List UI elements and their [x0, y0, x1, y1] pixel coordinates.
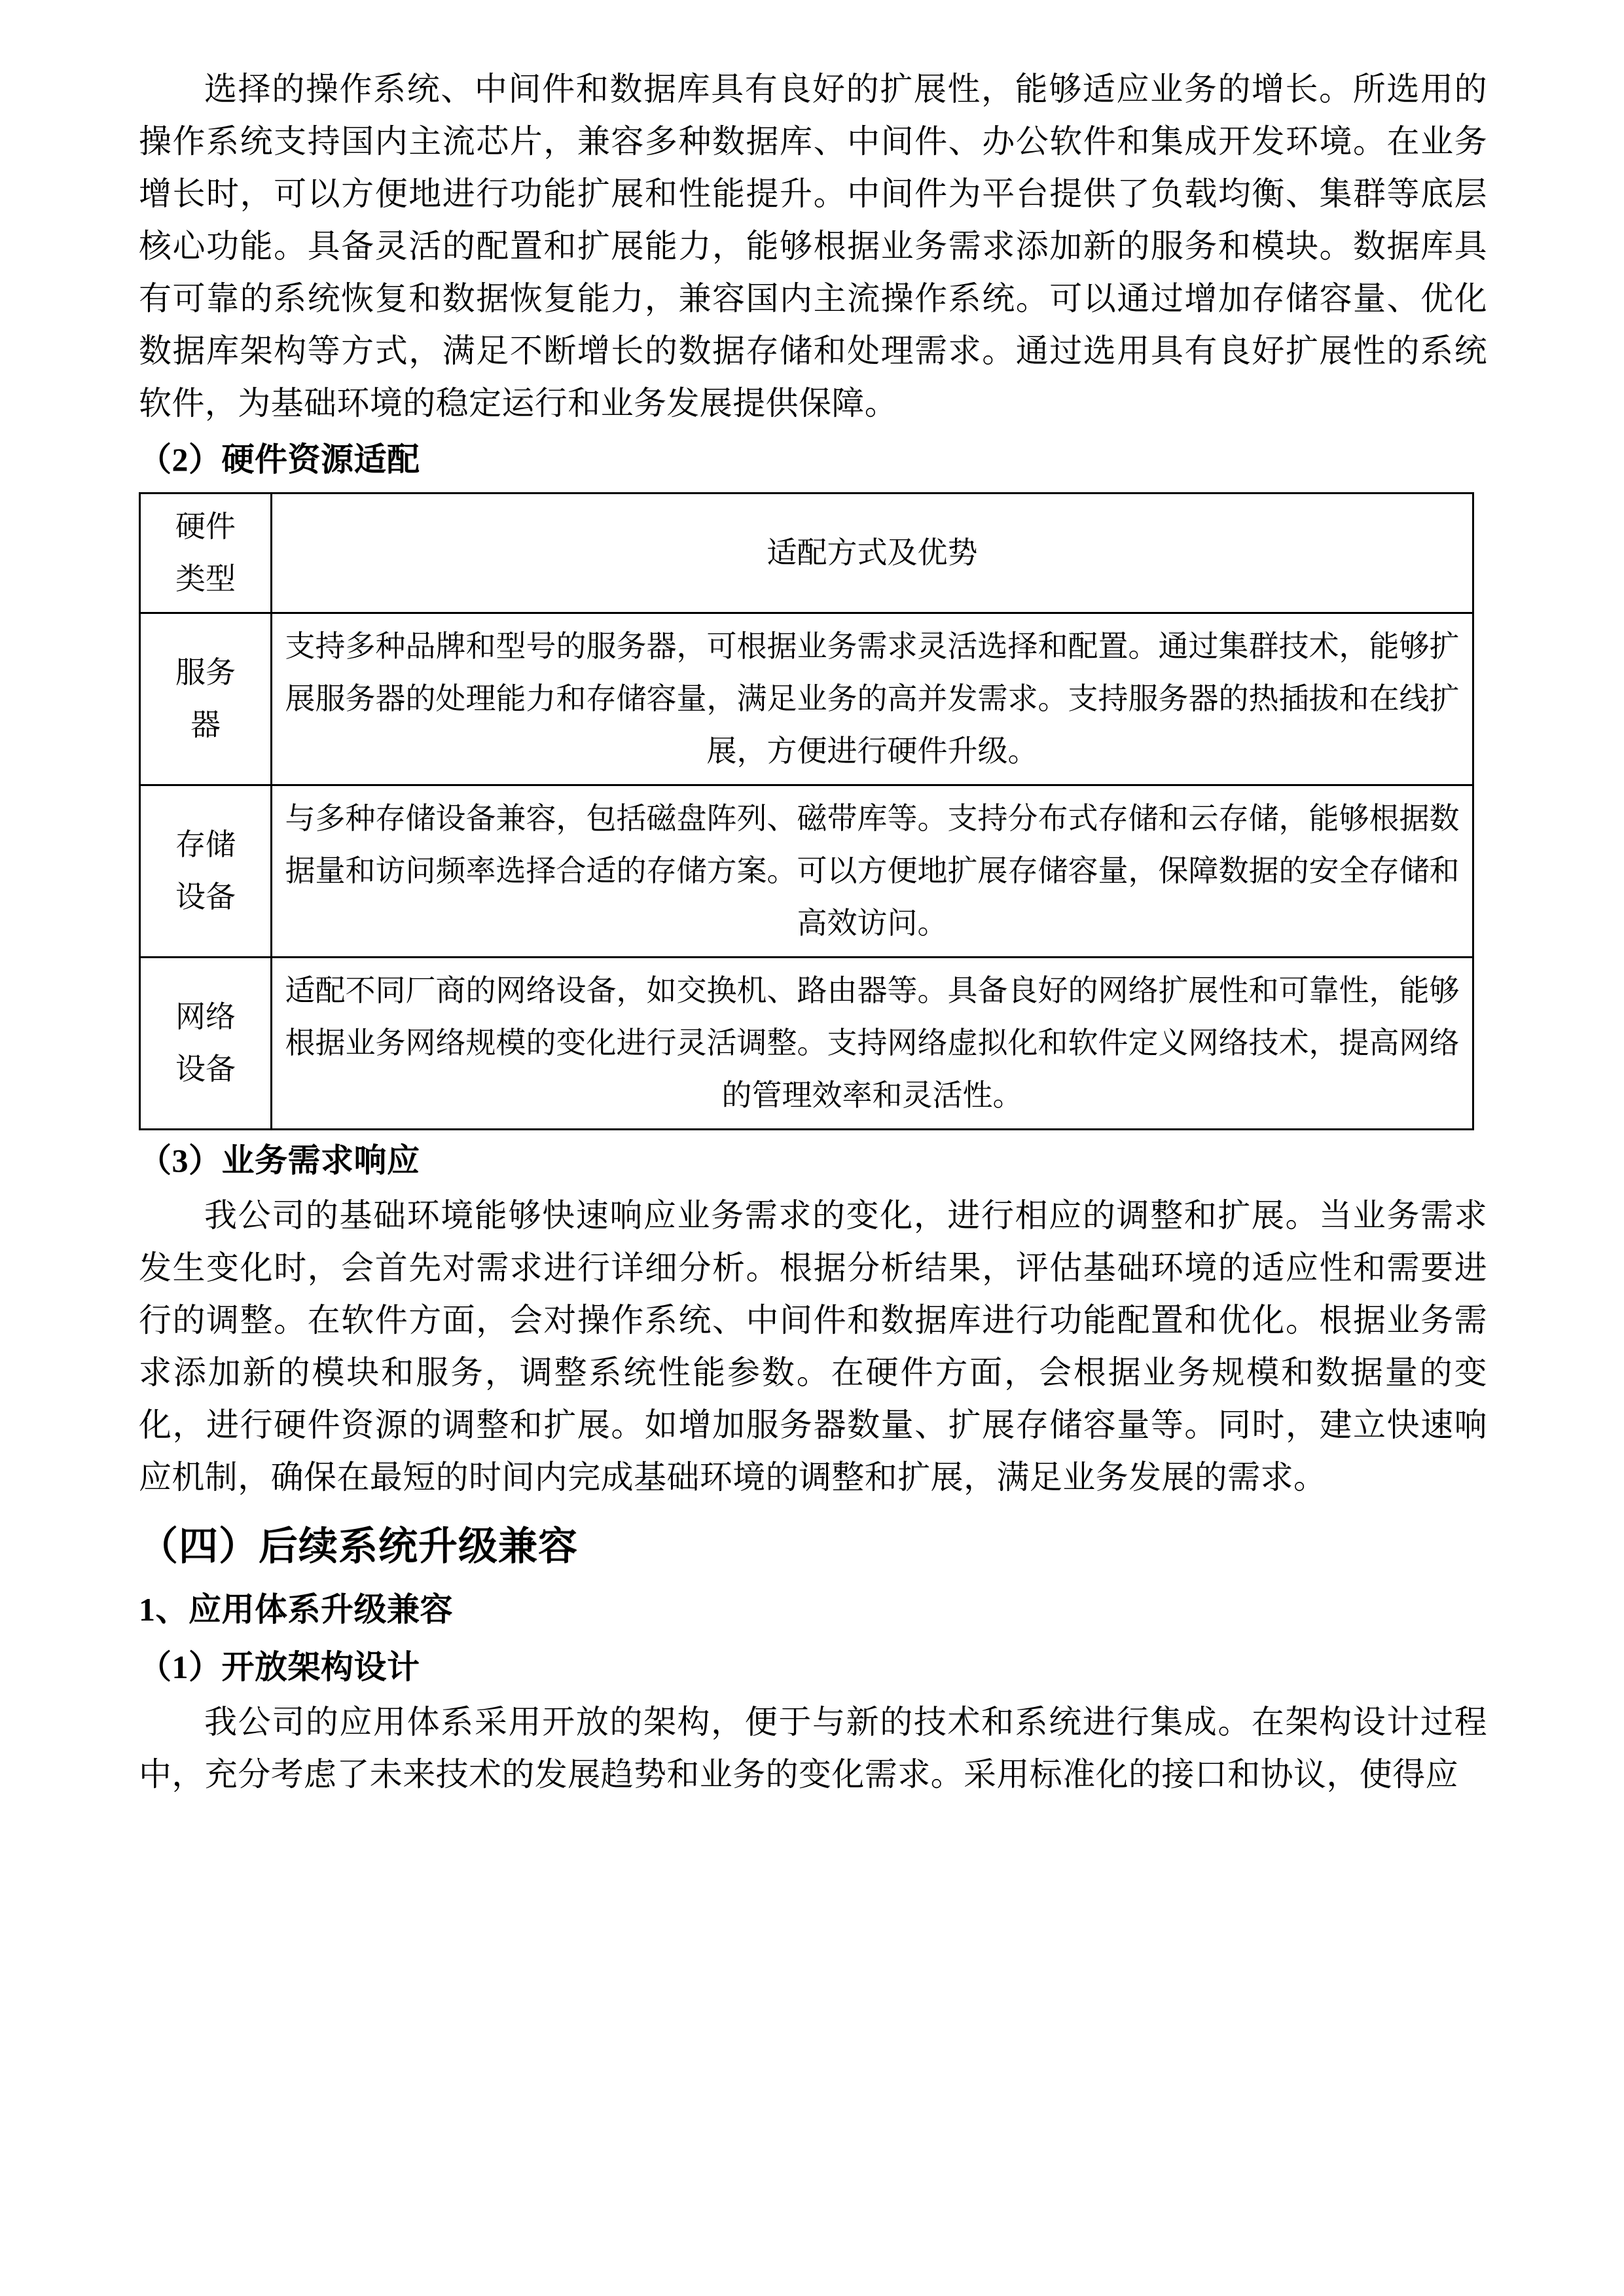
hardware-adaptation-table [139, 492, 1474, 1130]
table-cell-type-line2: 器 [190, 708, 221, 742]
table-cell-type-server [140, 613, 272, 785]
table-header-cell-type [140, 493, 272, 613]
paragraph-software-scalability: 选择的操作系统、中间件和数据库具有良好的扩展性，能够适应业务的增长。所选用的操作系统支持国内主流芯片，兼容多种数据库、中间件、办公软件和集成开发环境。在业务增长时，可以方便地进行功能扩展和性能提升。中间件为平台提供了负载均衡、集群等底层核心功能。具备灵活的配置和扩展能力，能够根据业务需求添加新的服务和模块。数据库具有可靠的系统恢复和数据恢复能力，兼容国内主流操作系统。可以通过增加存储容量、优化数据库架构等方式，满足不断增长的数据存储和处理需求。通过选用具有良好扩展性的系统软件，为基础环境的稳定运行和业务发展提供保障。 [139, 71, 1487, 422]
table-cell-type-line1: 存储 [175, 828, 236, 861]
heading-section-four-upgrade-compatibility: （四）后续系统升级兼容 [139, 1525, 578, 1568]
paragraph-business-response: 我公司的基础环境能够快速响应业务需求的变化，进行相应的调整和扩展。当业务需求发生变化时，会首先对需求进行详细分析。根据分析结果，评估基础环境的适应性和需要进行的调整。在软件方面，会对操作系统、中间件和数据库进行功能配置和优化。根据业务需求添加新的模块和服务，调整系统性能参数。在硬件方面，会根据业务规模和数据量的变化，进行硬件资源的调整和扩展。如增加服务器数量、扩展存储容量等。同时，建立快速响应机制，确保在最短的时间内完成基础环境的调整和扩展，满足业务发展的需求。 [139, 1197, 1487, 1496]
table-cell-description-server: 支持多种品牌和型号的服务器，可根据业务需求灵活选择和配置。通过集群技术，能够扩展服务器的处理能力和存储容量，满足业务的高并发需求。支持服务器的热插拔和在线扩展，方便进行硬件升级。 [272, 613, 1473, 785]
heading-app-system-upgrade-compatibility: 1、应用体系升级兼容 [139, 1591, 453, 1628]
table-header-type-line1: 硬件 [175, 510, 236, 543]
table-cell-type-storage [140, 785, 272, 958]
table-cell-type-line2: 设备 [175, 1052, 236, 1086]
heading-open-architecture-design: （1）开放架构设计 [139, 1649, 420, 1685]
table-row [140, 785, 1473, 958]
table-cell-description-network: 适配不同厂商的网络设备，如交换机、路由器等。具备良好的网络扩展性和可靠性，能够根据业务网络规模的变化进行灵活调整。支持网络虚拟化和软件定义网络技术，提高网络的管理效率和灵活性。 [272, 958, 1473, 1130]
table-cell-type-line1: 网络 [175, 1000, 236, 1033]
page-content [139, 63, 1487, 1801]
heading-business-requirement-response: （3）业务需求响应 [139, 1142, 420, 1179]
table-cell-type-line1: 服务 [175, 656, 236, 689]
table-cell-type-network [140, 958, 272, 1130]
table-row [140, 958, 1473, 1130]
heading-hardware-resource-adaptation: （2）硬件资源适配 [139, 441, 420, 478]
table-header-row [140, 493, 1473, 613]
table-header-cell-description: 适配方式及优势 [272, 493, 1473, 613]
paragraph-open-architecture: 我公司的应用体系采用开放的架构，便于与新的技术和系统进行集成。在架构设计过程中，充分考虑了未来技术的发展趋势和业务的变化需求。采用标准化的接口和协议，使得应 [139, 1704, 1487, 1793]
table-row [140, 613, 1473, 785]
table-header-type-line2: 类型 [175, 562, 236, 596]
table-cell-type-line2: 设备 [175, 880, 236, 914]
table-cell-description-storage: 与多种存储设备兼容，包括磁盘阵列、磁带库等。支持分布式存储和云存储，能够根据数据量和访问频率选择合适的存储方案。可以方便地扩展存储容量，保障数据的安全存储和高效访问。 [272, 785, 1473, 958]
